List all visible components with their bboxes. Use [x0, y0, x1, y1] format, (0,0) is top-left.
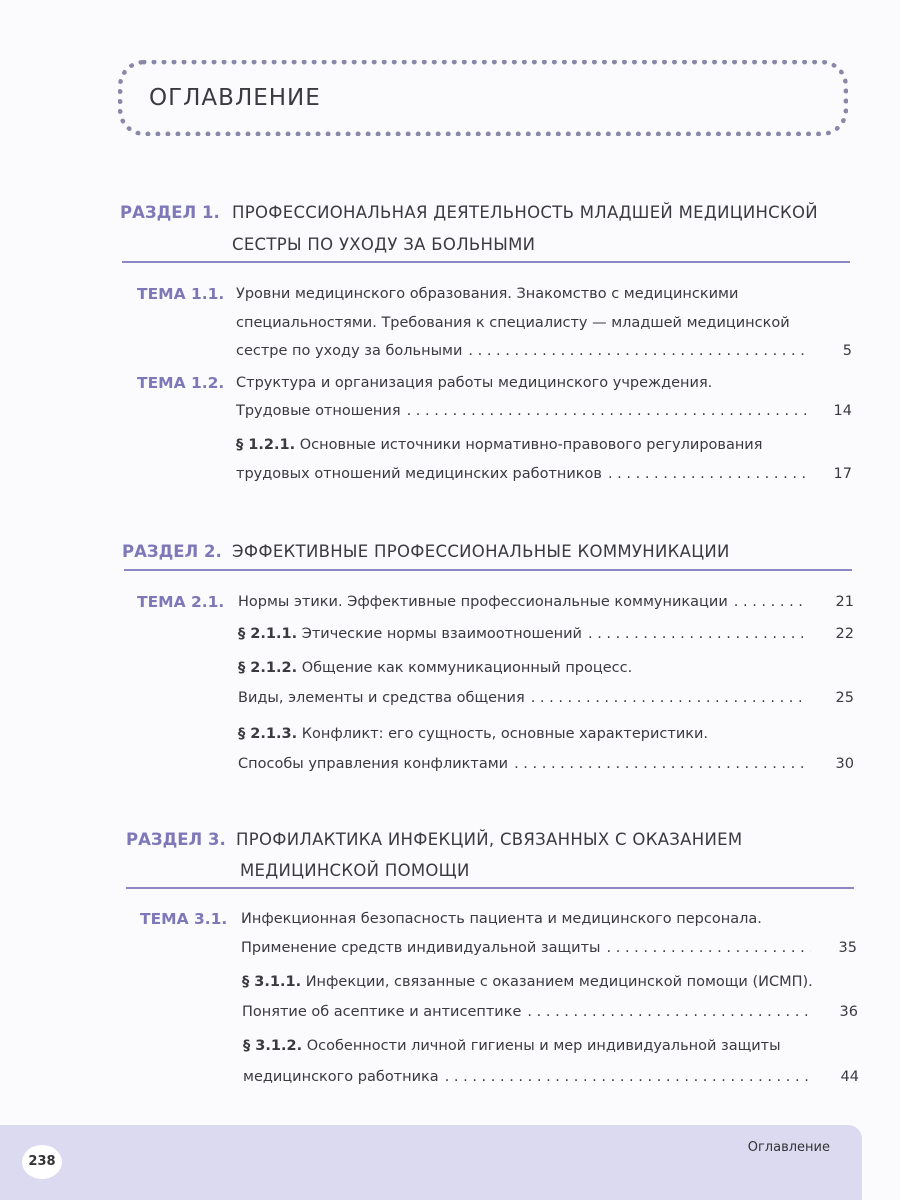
entry-text: Инфекции, связанные с оказанием медицинской помощи (ИСМП). [305, 974, 813, 990]
page-ref: 36 [839, 1004, 858, 1020]
dot-leader [734, 594, 808, 610]
dot-leader [607, 940, 811, 956]
footer-band [0, 1125, 862, 1200]
paragraph-label: § 2.1.2. [238, 660, 298, 676]
toc-entry[interactable] [242, 1004, 858, 1020]
paragraph-label: § 2.1.3. [238, 726, 298, 742]
entry-line: медицинского работника [243, 1069, 439, 1085]
entry-text: Общение как коммуникационный процесс. [301, 660, 633, 676]
toc-entry[interactable] [241, 940, 857, 956]
page-ref: 25 [835, 690, 854, 706]
section-title: СЕСТРЫ ПО УХОДУ ЗА БОЛЬНЫМИ [232, 235, 536, 254]
entry-line: Виды, элементы и средства общения [238, 690, 525, 706]
paragraph-label: § 1.2.1. [236, 437, 296, 453]
dot-leader [407, 403, 806, 419]
entry-line: сестре по уходу за больными [236, 343, 463, 359]
toc-entry[interactable] [238, 756, 854, 772]
dot-leader [514, 756, 808, 772]
entry-line [242, 974, 813, 990]
paragraph-label: § 2.1.1. [238, 626, 298, 642]
page-ref: 21 [835, 594, 854, 610]
entry-text: Этические нормы взаимоотношений [301, 626, 582, 642]
entry-line [243, 1038, 781, 1054]
section-rule [124, 569, 852, 571]
section-rule [122, 261, 850, 263]
page-ref: 22 [835, 626, 854, 642]
page-title: ОГЛАВЛЕНИЕ [149, 85, 321, 111]
page-number: 238 [22, 1145, 62, 1179]
topic-label: ТЕМА 1.1. [137, 285, 225, 303]
topic-label: ТЕМА 3.1. [140, 910, 228, 928]
entry-text: Конфликт: его сущность, основные характеристики. [301, 726, 709, 742]
toc-entry[interactable] [238, 626, 854, 642]
entry-line: Трудовые отношения [236, 403, 401, 419]
page-ref: 35 [838, 940, 857, 956]
entry-line: Инфекционная безопасность пациента и медицинского персонала. [241, 911, 762, 927]
toc-entry[interactable] [238, 690, 854, 706]
entry-line [236, 437, 762, 453]
entry-line: Уровни медицинского образования. Знакомство с медицинскими [236, 286, 739, 302]
entry-line: Понятие об асептике и антисептике [242, 1004, 522, 1020]
page-ref: 5 [842, 343, 852, 359]
page-ref: 14 [833, 403, 852, 419]
dot-leader [445, 1069, 813, 1085]
toc-header-box [118, 60, 848, 136]
entry-text: Основные источники нормативно-правового регулирования [299, 437, 763, 453]
entry-text: Особенности личной гигиены и мер индивидуальной защиты [306, 1038, 781, 1054]
dot-leader [608, 466, 806, 482]
entry-line [238, 660, 632, 676]
dot-leader [588, 626, 808, 642]
toc-entry[interactable] [243, 1069, 859, 1085]
toc-entry[interactable] [236, 343, 852, 359]
topic-label: ТЕМА 2.1. [137, 593, 225, 611]
section-title: МЕДИЦИНСКОЙ ПОМОЩИ [240, 861, 470, 880]
entry-line: Структура и организация работы медицинского учреждения. [236, 375, 713, 391]
paragraph-label: § 3.1.2. [243, 1038, 303, 1054]
page-ref: 30 [835, 756, 854, 772]
section-title: ПРОФИЛАКТИКА ИНФЕКЦИЙ, СВЯЗАННЫХ С ОКАЗАНИЕМ [236, 830, 743, 849]
dot-leader [468, 343, 806, 359]
entry-line: Нормы этики. Эффективные профессиональные коммуникации [238, 594, 728, 610]
toc-entry[interactable] [238, 594, 854, 610]
topic-label: ТЕМА 1.2. [137, 374, 225, 392]
section-label: РАЗДЕЛ 3. [126, 830, 226, 849]
section-title: ПРОФЕССИОНАЛЬНАЯ ДЕЯТЕЛЬНОСТЬ МЛАДШЕЙ МЕДИЦИНСКОЙ [232, 203, 818, 222]
entry-line [238, 726, 708, 742]
entry-line: трудовых отношений медицинских работников [236, 466, 602, 482]
entry-line: специальностями. Требования к специалисту — младшей медицинской [236, 315, 790, 331]
page-ref: 17 [833, 466, 852, 482]
dot-leader [527, 1004, 812, 1020]
toc-entry[interactable] [236, 403, 852, 419]
section-label: РАЗДЕЛ 2. [122, 542, 222, 561]
entry-line: Применение средств индивидуальной защиты [241, 940, 601, 956]
section-title: ЭФФЕКТИВНЫЕ ПРОФЕССИОНАЛЬНЫЕ КОММУНИКАЦИИ [232, 542, 730, 561]
dot-leader [531, 690, 808, 706]
section-label: РАЗДЕЛ 1. [120, 203, 220, 222]
section-rule [126, 887, 854, 889]
running-title: Оглавление [747, 1140, 830, 1155]
entry-line: Способы управления конфликтами [238, 756, 509, 772]
page-ref: 44 [840, 1069, 859, 1085]
paragraph-label: § 3.1.1. [242, 974, 302, 990]
toc-entry[interactable] [236, 466, 852, 482]
